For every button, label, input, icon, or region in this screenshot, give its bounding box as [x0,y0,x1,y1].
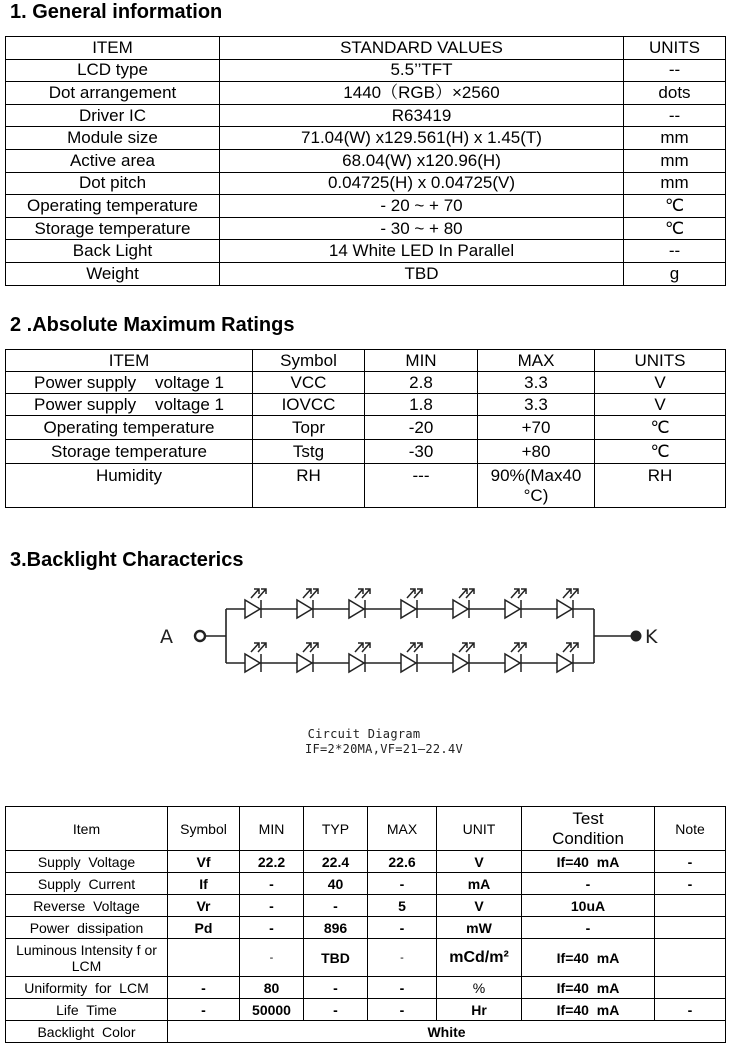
led-diode [505,643,526,672]
header-item: ITEM [6,37,220,60]
cell: Life Time [6,999,168,1021]
cathode-label: K [645,626,658,648]
led-diode [297,589,318,618]
table-row [6,195,726,218]
cathode-node [631,631,641,641]
cell: Supply Voltage [6,851,168,873]
cell: Dot arrangement [6,82,220,105]
led-diode [297,643,318,672]
table-row [6,149,726,172]
header-standard-values: STANDARD VALUES [220,37,624,60]
cell: Hr [437,999,522,1021]
circuit-diagram-svg [0,575,730,695]
section-2-title: 2 .Absolute Maximum Ratings [10,314,295,336]
header-units: UNITS [624,37,726,60]
table-row [6,895,726,917]
cell [655,939,726,977]
cell: dots [624,82,726,105]
absolute-max-ratings-table [5,349,726,508]
cell: Dot pitch [6,172,220,195]
cell: - [368,939,437,977]
cell: Storage temperature [6,440,253,464]
led-diode [349,589,370,618]
table-row [6,851,726,873]
section-1-title: 1. General information [10,1,223,23]
led-diode [401,589,422,618]
cell [655,977,726,999]
cell: Operating temperature [6,416,253,440]
cell: - [168,977,240,999]
cell: 22.6 [368,851,437,873]
table-row [6,59,726,82]
cell: - [368,999,437,1021]
cell: +70 [478,416,595,440]
cell: 2.8 [365,372,478,394]
cell: g [624,262,726,285]
cell: Power supply voltage 1 [6,372,253,394]
led-diode [557,643,578,672]
cell: % [437,977,522,999]
cell: If=40 mA [522,939,655,977]
section-3-title: 3.Backlight Characterics [10,549,244,571]
cell: mW [437,917,522,939]
cell: 3.3 [478,372,595,394]
cell: 896 [304,917,368,939]
led-diode [245,643,266,672]
table-row [6,217,726,240]
header-min: MIN [240,807,304,851]
circuit-formula: IF=2*20MA,VF=21—22.4V [304,742,464,756]
led-diode [349,643,370,672]
table-row [6,464,726,508]
header-max: MAX [368,807,437,851]
cell: Tstg [253,440,365,464]
cell: Power supply voltage 1 [6,394,253,416]
cell: V [437,895,522,917]
cell: ℃ [595,416,726,440]
header-test-condition: Test Condition [522,807,655,851]
cell: - [522,873,655,895]
led-diode [453,589,474,618]
backlight-color-value: White [168,1021,726,1043]
cell: LCD type [6,59,220,82]
cell: - [240,939,304,977]
table-row [6,416,726,440]
anode-node [195,631,205,641]
cell: mCd/m² [437,939,522,977]
cell [168,939,240,977]
cell: 10uA [522,895,655,917]
cell: 90%(Max40 °C) [478,464,595,508]
cell: 5 [368,895,437,917]
cell: -- [624,59,726,82]
cell: Reverse Voltage [6,895,168,917]
cell: If [168,873,240,895]
cell: Weight [6,262,220,285]
cell: mm [624,172,726,195]
table-row [6,262,726,285]
cell: 0.04725(H) x 0.04725(V) [220,172,624,195]
table-row [6,999,726,1021]
table-row [6,939,726,977]
cell: - 20 ~ + 70 [220,195,624,218]
table-row [6,172,726,195]
led-diode [401,643,422,672]
cell: Uniformity for LCM [6,977,168,999]
cell: Active area [6,149,220,172]
cell: 22.4 [304,851,368,873]
cell: Back Light [6,240,220,263]
table-row [6,82,726,105]
cell: - [655,873,726,895]
cell: VCC [253,372,365,394]
cell: 3.3 [478,394,595,416]
header-min: MIN [365,350,478,372]
cell: ℃ [624,217,726,240]
table-row [6,1021,726,1043]
cell: 5.5’’TFT [220,59,624,82]
cell: 50000 [240,999,304,1021]
led-diode [557,589,578,618]
cell: - [368,873,437,895]
table-header-row [6,350,726,372]
header-typ: TYP [304,807,368,851]
table-row [6,394,726,416]
table-row [6,104,726,127]
cell: - [522,917,655,939]
header-symbol: Symbol [168,807,240,851]
table-header-row [6,37,726,60]
cell: 68.04(W) x120.96(H) [220,149,624,172]
header-units: UNITS [595,350,726,372]
cell: Module size [6,127,220,150]
header-unit: UNIT [437,807,522,851]
cell: Topr [253,416,365,440]
cell: If=40 mA [522,999,655,1021]
cell: 1440（RGB）×2560 [220,82,624,105]
table-row [6,917,726,939]
header-note: Note [655,807,726,851]
header-max: MAX [478,350,595,372]
cell: - [168,999,240,1021]
cell: - [240,895,304,917]
cell: Supply Current [6,873,168,895]
cell: -- [624,104,726,127]
cell: - [655,851,726,873]
cell: - [240,917,304,939]
table-row [6,372,726,394]
cell: mm [624,149,726,172]
cell: -- [624,240,726,263]
cell: - [304,895,368,917]
cell: RH [595,464,726,508]
cell: mm [624,127,726,150]
cell: Vf [168,851,240,873]
cell: -30 [365,440,478,464]
table-row [6,240,726,263]
cell: ℃ [624,195,726,218]
cell: - [304,999,368,1021]
cell: Pd [168,917,240,939]
cell: mA [437,873,522,895]
cell: 22.2 [240,851,304,873]
general-info-table [5,36,726,286]
table-row [6,873,726,895]
table-header-row [6,807,726,851]
cell: TBD [304,939,368,977]
table-row [6,977,726,999]
table-row [6,440,726,464]
cell: 1.8 [365,394,478,416]
cell: If=40 mA [522,851,655,873]
cell: Luminous Intensity f or LCM [6,939,168,977]
cell: - [304,977,368,999]
table-row [6,127,726,150]
cell: 14 White LED In Parallel [220,240,624,263]
anode-label: A [160,626,173,648]
cell: Power dissipation [6,917,168,939]
cell: TBD [220,262,624,285]
header-item: Item [6,807,168,851]
cell: - [368,917,437,939]
circuit-caption: Circuit Diagram [307,727,421,741]
cell: 40 [304,873,368,895]
header-symbol: Symbol [253,350,365,372]
cell: - [240,873,304,895]
led-diode [453,643,474,672]
cell: 80 [240,977,304,999]
backlight-characteristics-table [5,806,726,1043]
cell: Storage temperature [6,217,220,240]
cell: Vr [168,895,240,917]
cell: V [595,372,726,394]
cell: - 30 ~ + 80 [220,217,624,240]
cell: --- [365,464,478,508]
cell: IOVCC [253,394,365,416]
cell: 71.04(W) x129.561(H) x 1.45(T) [220,127,624,150]
cell: -20 [365,416,478,440]
cell: V [595,394,726,416]
led-diode [505,589,526,618]
cell: ℃ [595,440,726,464]
cell: RH [253,464,365,508]
cell: +80 [478,440,595,464]
circuit-diagram [0,575,730,695]
cell [655,895,726,917]
cell: R63419 [220,104,624,127]
led-diode [245,589,266,618]
cell: - [655,999,726,1021]
cell: Driver IC [6,104,220,127]
cell: If=40 mA [522,977,655,999]
cell: - [368,977,437,999]
cell: Operating temperature [6,195,220,218]
header-item: ITEM [6,350,253,372]
cell: V [437,851,522,873]
backlight-color-label: Backlight Color [6,1021,168,1043]
cell: Humidity [6,464,253,508]
cell [655,917,726,939]
